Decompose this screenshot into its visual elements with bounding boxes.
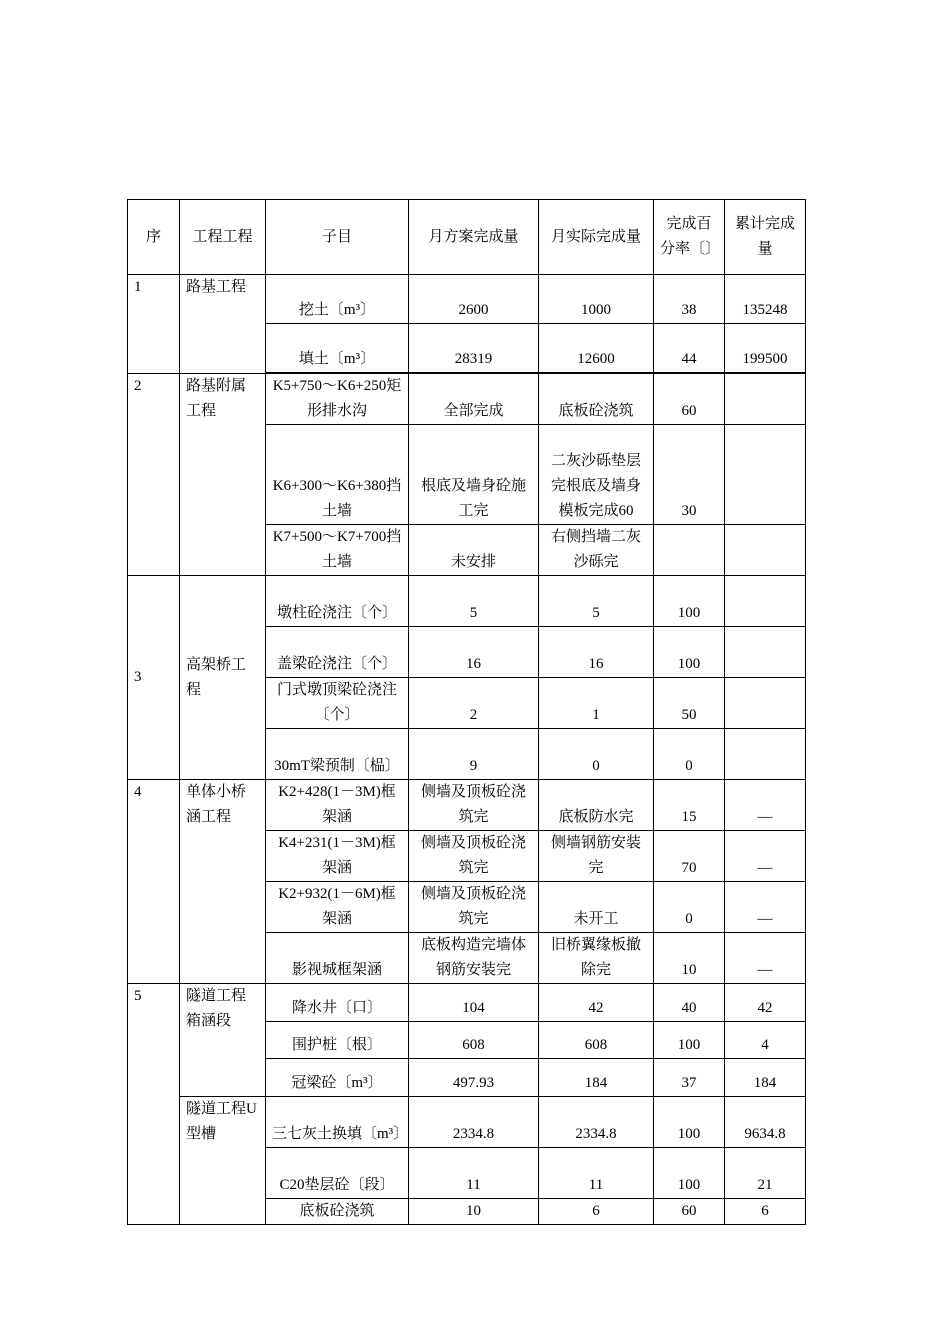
actual-cell: 6 [539, 1199, 654, 1225]
actual-cell: 1000 [539, 275, 654, 324]
planned-cell: 底板构造完墙体钢筋安装完 [409, 933, 539, 984]
item-cell: 围护桩〔根〕 [266, 1022, 409, 1059]
header-item: 子目 [266, 200, 409, 275]
cumulative-cell [725, 425, 806, 525]
cumulative-cell: 6 [725, 1199, 806, 1225]
actual-cell: 二灰沙砾垫层完根底及墙身模板完成60 [539, 425, 654, 525]
item-cell: 30mT梁预制〔榀〕 [266, 729, 409, 780]
table-row [128, 374, 806, 425]
actual-cell: 1 [539, 678, 654, 729]
planned-cell: 608 [409, 1022, 539, 1059]
percent-cell: 60 [654, 1199, 725, 1225]
progress-table [127, 199, 806, 1225]
item-cell: K2+932(1－6M)框架涵 [266, 882, 409, 933]
table-row [128, 780, 806, 831]
planned-cell: 全部完成 [409, 374, 539, 425]
item-cell: 影视城框架涵 [266, 933, 409, 984]
header-actual: 月实际完成量 [539, 200, 654, 275]
planned-cell: 5 [409, 576, 539, 627]
actual-cell: 底板防水完 [539, 780, 654, 831]
cumulative-cell: 9634.8 [725, 1097, 806, 1148]
planned-cell: 侧墙及顶板砼浇筑完 [409, 882, 539, 933]
project-cell: 路基附属工程 [180, 374, 266, 576]
actual-cell: 42 [539, 984, 654, 1022]
project-cell: 路基工程 [180, 275, 266, 374]
percent-cell: 44 [654, 324, 725, 373]
header-percent: 完成百分率〔〕 [654, 200, 725, 275]
table-row [128, 576, 806, 627]
actual-cell: 608 [539, 1022, 654, 1059]
planned-cell: 未安排 [409, 525, 539, 576]
cumulative-cell [725, 678, 806, 729]
planned-cell: 9 [409, 729, 539, 780]
percent-cell: 0 [654, 729, 725, 780]
percent-cell: 100 [654, 576, 725, 627]
actual-cell: 旧桥翼缘板撤除完 [539, 933, 654, 984]
percent-cell: 37 [654, 1059, 725, 1097]
item-cell: K4+231(1－3M)框架涵 [266, 831, 409, 882]
cumulative-cell: — [725, 831, 806, 882]
percent-cell: 38 [654, 275, 725, 324]
header-cumulative: 累计完成量 [725, 200, 806, 275]
item-cell: 盖梁砼浇注〔个〕 [266, 627, 409, 678]
seq-cell: 2 [128, 374, 180, 576]
actual-cell: 184 [539, 1059, 654, 1097]
planned-cell: 497.93 [409, 1059, 539, 1097]
cumulative-cell: 135248 [725, 275, 806, 324]
item-cell: 填土〔m³〕 [266, 324, 409, 373]
seq-cell: 3 [128, 576, 180, 780]
project-cell: 隧道工程箱涵段 [180, 984, 266, 1097]
percent-cell: 60 [654, 374, 725, 425]
cumulative-cell: — [725, 780, 806, 831]
percent-cell: 100 [654, 1097, 725, 1148]
project-cell: 隧道工程U型槽 [180, 1097, 266, 1225]
cumulative-cell: — [725, 933, 806, 984]
cumulative-cell [725, 729, 806, 780]
planned-cell: 2 [409, 678, 539, 729]
actual-cell: 16 [539, 627, 654, 678]
planned-cell: 侧墙及顶板砼浇筑完 [409, 831, 539, 882]
header-seq: 序 [128, 200, 180, 275]
table-row [128, 1097, 806, 1148]
planned-cell: 侧墙及顶板砼浇筑完 [409, 780, 539, 831]
planned-cell: 104 [409, 984, 539, 1022]
actual-cell: 11 [539, 1148, 654, 1199]
percent-cell: 100 [654, 1022, 725, 1059]
item-cell: 墩柱砼浇注〔个〕 [266, 576, 409, 627]
cumulative-cell: 21 [725, 1148, 806, 1199]
actual-cell: 12600 [539, 324, 654, 373]
cumulative-cell [725, 525, 806, 576]
table-row [128, 275, 806, 324]
cumulative-cell [725, 576, 806, 627]
item-cell: C20垫层砼〔段〕 [266, 1148, 409, 1199]
percent-cell: 50 [654, 678, 725, 729]
percent-cell: 100 [654, 1148, 725, 1199]
actual-cell: 2334.8 [539, 1097, 654, 1148]
percent-cell: 70 [654, 831, 725, 882]
project-cell: 高架桥工程 [180, 576, 266, 780]
planned-cell: 16 [409, 627, 539, 678]
planned-cell: 11 [409, 1148, 539, 1199]
seq-cell: 5 [128, 984, 180, 1225]
planned-cell: 2334.8 [409, 1097, 539, 1148]
cumulative-cell: 199500 [725, 324, 806, 373]
seq-cell: 4 [128, 780, 180, 984]
planned-cell: 根底及墙身砼施工完 [409, 425, 539, 525]
project-cell: 单体小桥涵工程 [180, 780, 266, 984]
item-cell: 底板砼浇筑 [266, 1199, 409, 1225]
header-planned: 月方案完成量 [409, 200, 539, 275]
actual-cell: 5 [539, 576, 654, 627]
cumulative-cell: 4 [725, 1022, 806, 1059]
planned-cell: 2600 [409, 275, 539, 324]
percent-cell: 40 [654, 984, 725, 1022]
percent-cell: 15 [654, 780, 725, 831]
item-cell: 挖土〔m³〕 [266, 275, 409, 324]
cumulative-cell: — [725, 882, 806, 933]
planned-cell: 10 [409, 1199, 539, 1225]
item-cell: 降水井〔口〕 [266, 984, 409, 1022]
item-cell: K2+428(1－3M)框架涵 [266, 780, 409, 831]
actual-cell: 未开工 [539, 882, 654, 933]
cumulative-cell: 42 [725, 984, 806, 1022]
cumulative-cell [725, 627, 806, 678]
item-cell: K5+750～K6+250矩形排水沟 [266, 374, 409, 425]
actual-cell: 底板砼浇筑 [539, 374, 654, 425]
item-cell: K7+500～K7+700挡土墙 [266, 525, 409, 576]
actual-cell: 侧墙钢筋安装完 [539, 831, 654, 882]
percent-cell: 0 [654, 882, 725, 933]
percent-cell: 30 [654, 425, 725, 525]
header-project: 工程工程 [180, 200, 266, 275]
item-cell: K6+300～K6+380挡土墙 [266, 425, 409, 525]
item-cell: 门式墩顶梁砼浇注〔个〕 [266, 678, 409, 729]
planned-cell: 28319 [409, 324, 539, 373]
percent-cell: 10 [654, 933, 725, 984]
cumulative-cell [725, 374, 806, 425]
actual-cell: 0 [539, 729, 654, 780]
percent-cell [654, 525, 725, 576]
seq-cell: 1 [128, 275, 180, 374]
percent-cell: 100 [654, 627, 725, 678]
cumulative-cell: 184 [725, 1059, 806, 1097]
table-row [128, 984, 806, 1022]
actual-cell: 右侧挡墙二灰沙砾完 [539, 525, 654, 576]
item-cell: 冠梁砼〔m³〕 [266, 1059, 409, 1097]
header-row [128, 200, 806, 275]
item-cell: 三七灰土换填〔m³〕 [266, 1097, 409, 1148]
